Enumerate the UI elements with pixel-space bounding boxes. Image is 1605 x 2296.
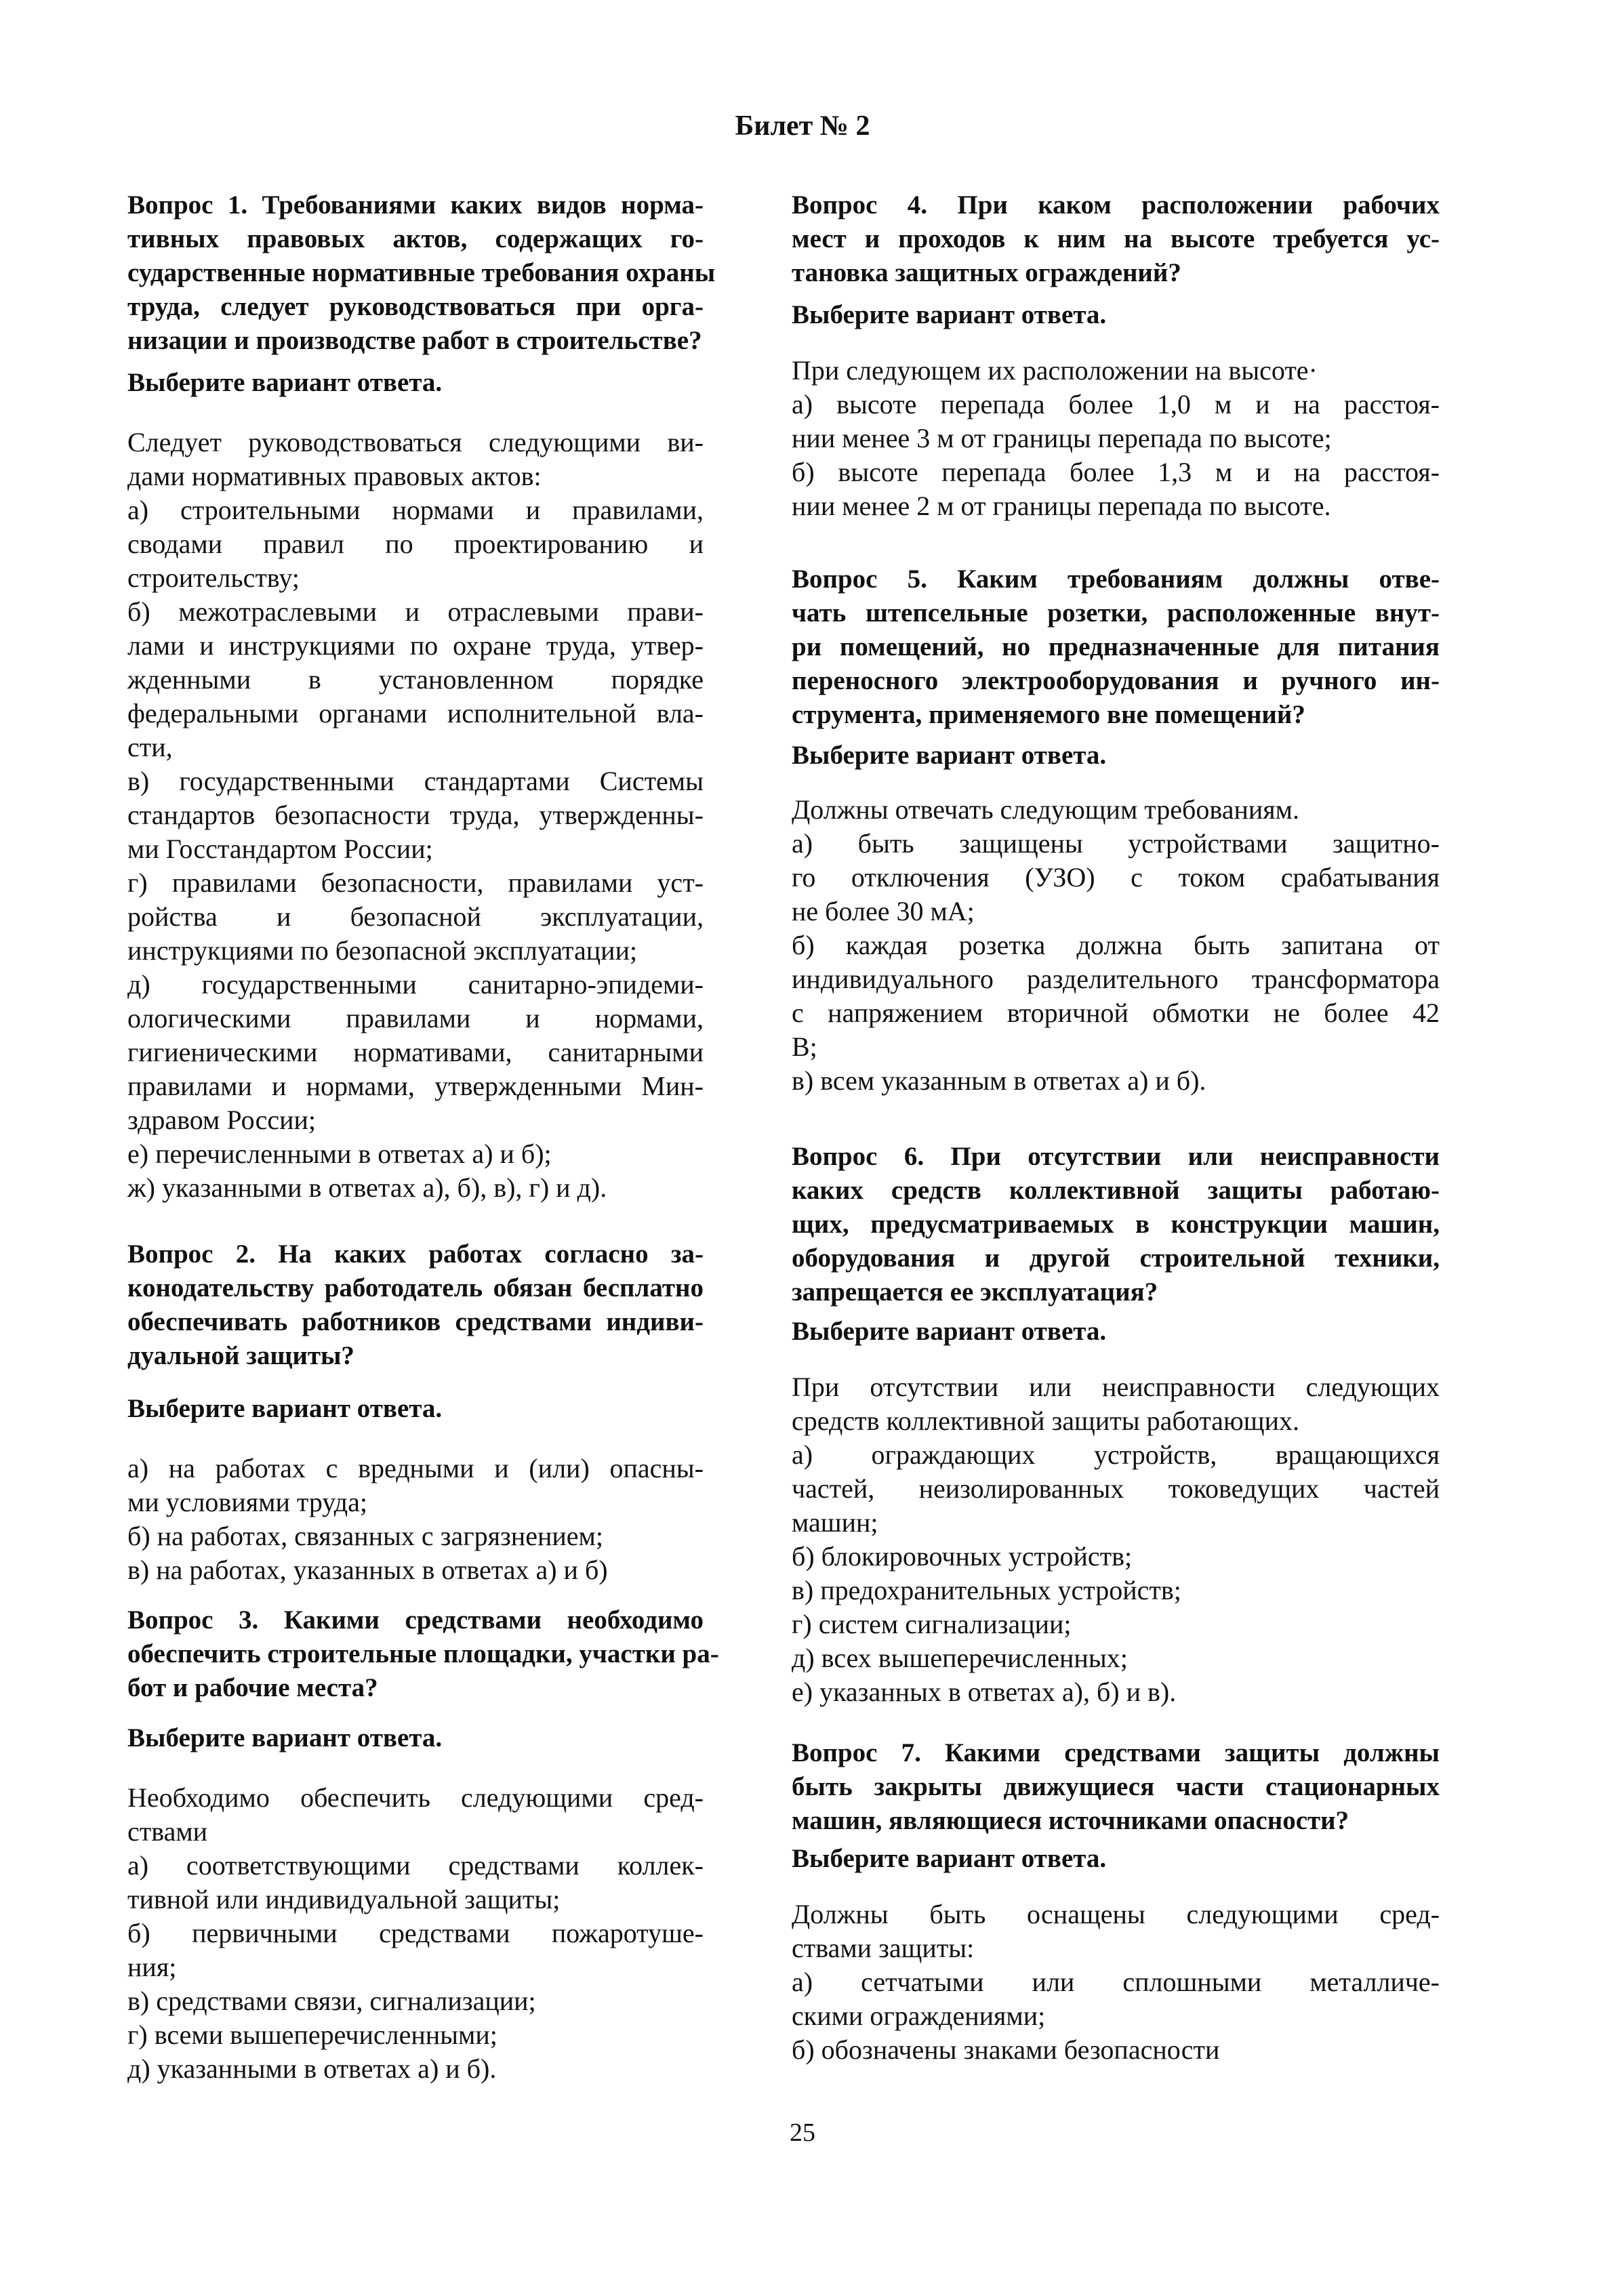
- answer-line: а) на работах с вредными и (или) опасны-: [127, 1453, 704, 1483]
- answer-line: В;: [792, 1031, 817, 1062]
- answer-line: г) всеми вышеперечисленными;: [127, 2020, 497, 2050]
- answer-line: д) указанными в ответах а) и б).: [127, 2053, 497, 2084]
- answer-line: нии менее 2 м от границы перепада по высоте.: [792, 491, 1331, 521]
- question-line: запрещается ее эксплуатация?: [792, 1277, 1158, 1307]
- choose-answer-label: Выберите вариант ответа.: [127, 1394, 443, 1423]
- question-line: бот и рабочие места?: [127, 1673, 378, 1702]
- answer-line: ми Госстандартом России;: [127, 834, 433, 864]
- answer-q5: [792, 793, 1440, 1098]
- answer-line: в) на работах, указанных в ответах а) и б): [127, 1555, 608, 1585]
- answer-line: а) быть защищены устройствами защитно-: [792, 828, 1440, 859]
- answer-line: лами и инструкциями по охране труда, утвер-: [127, 630, 704, 661]
- answer-line: Необходимо обеспечить следующими сред-: [127, 1782, 704, 1813]
- question-line: обеспечивать работников средствами индиви-: [127, 1307, 704, 1336]
- answer-line: б) блокировочных устройств;: [792, 1541, 1133, 1572]
- answer-q7: [792, 1898, 1440, 2067]
- question-line: каких средств коллективной защиты работаю-: [792, 1176, 1440, 1205]
- answer-q6: [792, 1370, 1440, 1709]
- answer-line: д) всех вышеперечисленных;: [792, 1643, 1128, 1673]
- answer-line: Должны отвечать следующим требованиям.: [792, 794, 1299, 825]
- answer-line: жденными в установленном порядке: [127, 664, 704, 695]
- answer-line: б) на работах, связанных с загрязнением;: [127, 1521, 603, 1551]
- answer-q3: [127, 1781, 704, 2086]
- question-line: сударственные нормативные требования охраны: [127, 258, 716, 287]
- question-line: Вопрос 4. При каком расположении рабочих: [792, 190, 1440, 220]
- choose-answer-label: Выберите вариант ответа.: [792, 1317, 1107, 1346]
- answer-line: а) высоте перепада более 1,0 м и на расстоя-: [792, 389, 1440, 419]
- question-q6: [792, 1140, 1440, 1309]
- answer-line: б) первичными средствами пожаротуше-: [127, 1918, 704, 1948]
- answer-line: в) предохранительных устройств;: [792, 1575, 1181, 1605]
- answer-line: б) межотраслевыми и отраслевыми прави-: [127, 596, 704, 627]
- answer-line: ствами защиты:: [792, 1933, 975, 1963]
- question-line: ри помещений, но предназначенные для питания: [792, 632, 1440, 661]
- question-line: машин, являющиеся источниками опасности?: [792, 1806, 1349, 1835]
- answer-line: го отключения (УЗО) с током срабатывания: [792, 862, 1440, 893]
- question-line: низации и производстве работ в строительстве?: [127, 326, 702, 355]
- question-line: струмента, применяемого вне помещений?: [792, 700, 1305, 729]
- answer-line: б) обозначены знаками безопасности: [792, 2034, 1220, 2065]
- answer-line: а) ограждающих устройств, вращающихся: [792, 1439, 1440, 1470]
- answer-line: б) высоте перепада более 1,3 м и на расстоя-: [792, 457, 1440, 487]
- answer-line: федеральными органами исполнительной вла-: [127, 698, 704, 729]
- answer-line: в) средствами связи, сигнализации;: [127, 1986, 536, 2016]
- answer-line: стандартов безопасности труда, утвержденны-: [127, 800, 704, 830]
- question-q4: [792, 188, 1440, 290]
- answer-line: ния;: [127, 1952, 177, 1982]
- answer-line: а) соответствующими средствами коллек-: [127, 1850, 704, 1881]
- answer-line: частей, неизолированных токоведущих частей: [792, 1473, 1440, 1504]
- answer-line: индивидуального разделительного трансформатора: [792, 964, 1440, 994]
- question-line: Вопрос 2. На каких работах согласно за-: [127, 1239, 704, 1269]
- answer-line: гигиеническими нормативами, санитарными: [127, 1037, 704, 1067]
- answer-line: г) систем сигнализации;: [792, 1609, 1072, 1639]
- answer-line: сводами правил по проектированию и: [127, 529, 704, 559]
- answer-line: не более 30 мА;: [792, 896, 975, 926]
- answer-line: г) правилами безопасности, правилами уст-: [127, 867, 704, 898]
- answer-line: Должны быть оснащены следующими сред-: [792, 1899, 1440, 1929]
- answer-line: Следует руководствоваться следующими ви-: [127, 427, 704, 457]
- question-line: обеспечить строительные площадки, участки ра-: [127, 1639, 719, 1668]
- question-line: тановка защитных ограждений?: [792, 258, 1181, 287]
- ticket-title: Билет № 2: [735, 110, 870, 142]
- answer-line: д) государственными санитарно-эпидеми-: [127, 969, 704, 1000]
- answer-line: ройства и безопасной эксплуатации,: [127, 901, 704, 932]
- question-q5: [792, 562, 1440, 732]
- question-line: Вопрос 7. Какими средствами защиты должны: [792, 1738, 1440, 1767]
- answer-line: е) перечисленными в ответах а) и б);: [127, 1139, 552, 1169]
- answer-line: ологическими правилами и нормами,: [127, 1003, 704, 1033]
- answer-line: б) каждая розетка должна быть запитана от: [792, 930, 1440, 960]
- question-line: тивных правовых актов, содержащих го-: [127, 224, 704, 253]
- answer-line: ж) указанными в ответах а), б), в), г) и д).: [127, 1172, 607, 1203]
- question-q1: [127, 188, 716, 358]
- question-line: Вопрос 1. Требованиями каких видов норма-: [127, 190, 704, 220]
- page-number: 25: [790, 2118, 815, 2147]
- choose-answer-label: Выберите вариант ответа.: [127, 1723, 443, 1752]
- answer-line: ми условиями труда;: [127, 1487, 367, 1517]
- question-line: Вопрос 6. При отсутствии или неисправности: [792, 1142, 1440, 1171]
- answer-line: инструкциями по безопасной эксплуатации;: [127, 935, 638, 966]
- question-line: труда, следует руководствоваться при орга-: [127, 292, 704, 321]
- question-line: Вопрос 5. Каким требованиям должны отве-: [792, 565, 1440, 594]
- answer-line: строительству;: [127, 562, 300, 593]
- answer-q2: [127, 1452, 704, 1587]
- answer-line: дами нормативных правовых актов:: [127, 461, 542, 491]
- answer-q1: [127, 426, 704, 1205]
- answer-line: При отсутствии или неисправности следующих: [792, 1372, 1440, 1402]
- answer-line: ствами: [127, 1816, 208, 1847]
- answer-line: При следующем их расположении на высоте·: [792, 355, 1318, 386]
- choose-answer-label: Выберите вариант ответа.: [127, 368, 443, 397]
- answer-q4: [792, 354, 1440, 523]
- answer-line: здравом России;: [127, 1105, 317, 1135]
- question-line: дуальной защиты?: [127, 1341, 354, 1370]
- question-q7: [792, 1736, 1440, 1838]
- answer-line: тивной или индивидуальной защиты;: [127, 1884, 561, 1914]
- question-line: быть закрыты движущиеся части стационарных: [792, 1772, 1440, 1801]
- answer-line: а) сетчатыми или сплошными металличе-: [792, 1967, 1440, 1997]
- answer-line: сти,: [127, 732, 173, 762]
- answer-line: в) государственными стандартами Системы: [127, 766, 704, 796]
- question-line: мест и проходов к ним на высоте требуется ус-: [792, 224, 1440, 253]
- choose-answer-label: Выберите вариант ответа.: [792, 1844, 1107, 1873]
- question-line: Вопрос 3. Какими средствами необходимо: [127, 1605, 704, 1635]
- answer-line: е) указанных в ответах а), б) и в).: [792, 1677, 1177, 1707]
- answer-line: правилами и нормами, утвержденными Мин-: [127, 1071, 704, 1101]
- answer-line: а) строительными нормами и правилами,: [127, 495, 704, 525]
- answer-line: машин;: [792, 1507, 878, 1538]
- answer-line: с напряжением вторичной обмотки не более 42: [792, 998, 1440, 1028]
- question-line: щих, предусматриваемых в конструкции машин,: [792, 1210, 1440, 1239]
- question-line: конодательству работодатель обязан бесплатно: [127, 1273, 704, 1303]
- answer-line: скими ограждениями;: [792, 2001, 1046, 2031]
- question-q3: [127, 1603, 719, 1705]
- question-q2: [127, 1237, 704, 1373]
- answer-line: нии менее 3 м от границы перепада по высоте;: [792, 423, 1332, 453]
- question-line: переносного электрооборудования и ручного ин-: [792, 666, 1440, 695]
- choose-answer-label: Выберите вариант ответа.: [792, 741, 1107, 770]
- answer-line: в) всем указанным в ответах а) и б).: [792, 1065, 1206, 1096]
- choose-answer-label: Выберите вариант ответа.: [792, 300, 1107, 329]
- question-line: оборудования и другой строительной техники,: [792, 1244, 1440, 1273]
- question-line: чать штепсельные розетки, расположенные внут-: [792, 598, 1440, 628]
- answer-line: средств коллективной защиты работающих.: [792, 1406, 1300, 1436]
